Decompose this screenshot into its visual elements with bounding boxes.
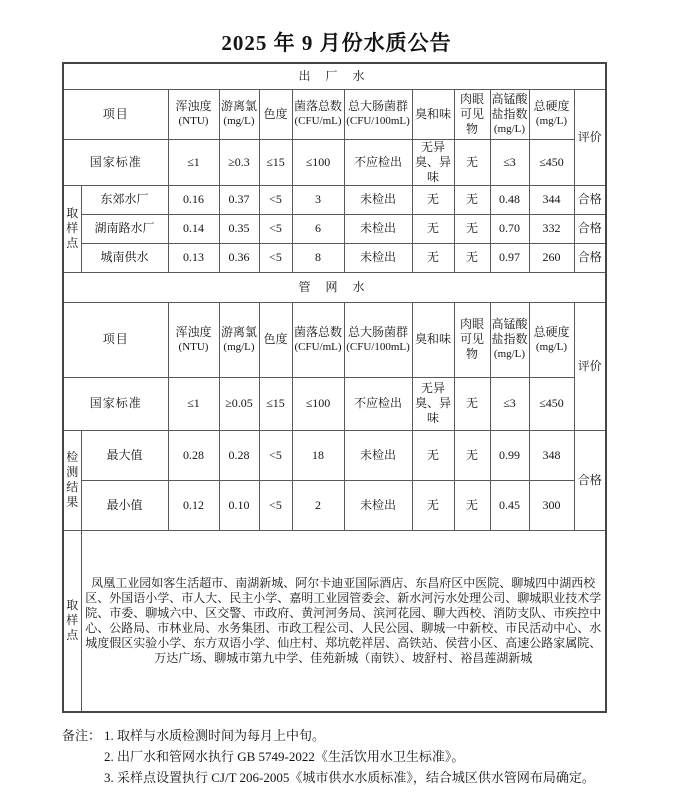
data-cell: 0.12 <box>168 480 219 530</box>
col-header-colony-count <box>292 302 344 377</box>
standard-cell: ≤3 <box>490 377 529 430</box>
col-header-text: 臭和味 <box>414 332 451 346</box>
standard-cell: ≤100 <box>292 377 344 430</box>
col-header-verdict: 评价 <box>574 89 606 185</box>
data-cell: 无 <box>454 480 490 530</box>
data-cell: 0.13 <box>168 243 219 272</box>
col-header-color <box>259 302 292 377</box>
data-cell: <5 <box>259 185 292 214</box>
row-name-cell: 最大值 <box>81 430 168 480</box>
col-header-text: 浑浊度 <box>175 99 212 113</box>
col-header-text: 高锰酸盐指数 <box>491 317 528 346</box>
data-cell: 18 <box>292 430 344 480</box>
col-header-text: 总硬度 <box>533 324 570 339</box>
notes <box>62 725 652 788</box>
col-header-turbidity <box>168 89 219 139</box>
data-cell: 0.97 <box>490 243 529 272</box>
data-cell: <5 <box>259 243 292 272</box>
col-header-hardness <box>529 302 574 377</box>
standard-cell: ≤450 <box>529 139 574 185</box>
sampling-points-label: 取样点 <box>63 530 81 712</box>
row-name-cell: 城南供水 <box>81 243 168 272</box>
data-cell: 0.45 <box>490 480 529 530</box>
data-cell: 0.16 <box>168 185 219 214</box>
col-header-unit: (mg/L) <box>223 340 255 353</box>
data-cell: 0.28 <box>219 430 259 480</box>
col-header-visible-matter <box>454 89 490 139</box>
data-cell: 344 <box>529 185 574 214</box>
notes-list <box>104 725 652 788</box>
data-cell: 0.35 <box>219 214 259 243</box>
col-header-unit: (mg/L) <box>493 122 526 135</box>
col-header-text: 总大肠菌群 <box>347 324 408 339</box>
col-header-text: 总大肠菌群 <box>347 99 408 113</box>
data-cell: 348 <box>529 430 574 480</box>
col-header-item: 项目 <box>63 89 168 139</box>
standard-cell: ≥0.3 <box>219 139 259 185</box>
standard-cell: 无异臭、异味 <box>412 377 454 430</box>
table-row <box>63 214 606 243</box>
data-cell: 无 <box>454 214 490 243</box>
col-header-unit: (NTU) <box>178 115 209 127</box>
row-name-cell: 东郊水厂 <box>81 185 168 214</box>
col-header-text: 臭和味 <box>414 106 451 121</box>
standard-cell: ≤1 <box>168 139 219 185</box>
col-header-colony-count <box>292 89 344 139</box>
national-standard-label: 国家标准 <box>63 139 168 185</box>
data-cell: 未检出 <box>344 430 412 480</box>
col-header-text: 菌落总数 <box>293 99 342 113</box>
data-cell: 0.28 <box>168 430 219 480</box>
notes-label: 备注： <box>62 728 102 743</box>
col-header-permanganate <box>490 302 529 377</box>
verdict-cell: 合格 <box>574 243 606 272</box>
col-header-text: 色度 <box>263 106 288 121</box>
data-cell: 无 <box>454 243 490 272</box>
data-cell: 0.10 <box>219 480 259 530</box>
page-title: 2025 年 9 月份水质公告 <box>221 31 452 55</box>
table-row <box>63 430 606 480</box>
col-header-odor <box>412 89 454 139</box>
col-header-turbidity <box>168 302 219 377</box>
standard-cell: 不应检出 <box>344 139 412 185</box>
data-cell: 无 <box>412 480 454 530</box>
standard-cell: 无 <box>454 377 490 430</box>
row-group-sampling-points: 取样点 <box>63 185 81 272</box>
data-cell: <5 <box>259 430 292 480</box>
standard-cell: ≤1 <box>168 377 219 430</box>
col-header-coliform <box>344 302 412 377</box>
standard-cell: ≤15 <box>259 139 292 185</box>
data-cell: <5 <box>259 214 292 243</box>
verdict-cell: 合格 <box>574 430 606 530</box>
table-row <box>63 185 606 214</box>
col-header-text: 高锰酸盐指数 <box>491 91 528 121</box>
data-cell: 无 <box>454 430 490 480</box>
standard-cell: 无 <box>454 139 490 185</box>
data-cell: 332 <box>529 214 574 243</box>
table-row <box>63 139 606 185</box>
data-cell: 6 <box>292 214 344 243</box>
data-cell: 无 <box>412 430 454 480</box>
verdict-cell: 合格 <box>574 185 606 214</box>
col-header-text: 色度 <box>263 332 288 346</box>
col-header-text: 肉眼可见物 <box>459 317 484 361</box>
standard-cell: ≤450 <box>529 377 574 430</box>
data-cell: 260 <box>529 243 574 272</box>
col-header-unit: (CFU/mL) <box>294 115 342 127</box>
row-name-cell: 湖南路水厂 <box>81 214 168 243</box>
data-cell: 无 <box>412 243 454 272</box>
section-header-network-water: 管 网 水 <box>63 272 606 302</box>
col-header-verdict: 评价 <box>574 302 606 430</box>
data-cell: 8 <box>292 243 344 272</box>
data-cell: 2 <box>292 480 344 530</box>
standard-cell: ≤100 <box>292 139 344 185</box>
col-header-text: 浑浊度 <box>175 324 212 339</box>
table-row <box>63 302 606 377</box>
col-header-unit: (CFU/100mL) <box>346 115 410 127</box>
table-row <box>63 63 606 89</box>
data-cell: 未检出 <box>344 243 412 272</box>
verdict-cell: 合格 <box>574 214 606 243</box>
data-cell: 未检出 <box>344 185 412 214</box>
col-header-hardness <box>529 89 574 139</box>
data-cell: 0.70 <box>490 214 529 243</box>
table-row <box>63 243 606 272</box>
standard-cell: ≤3 <box>490 139 529 185</box>
col-header-unit: (mg/L) <box>535 115 568 127</box>
data-cell: 未检出 <box>344 214 412 243</box>
data-cell: 0.14 <box>168 214 219 243</box>
standard-cell: 无异臭、异味 <box>412 139 454 185</box>
standard-cell: ≤15 <box>259 377 292 430</box>
data-cell: 无 <box>454 185 490 214</box>
col-header-free-chlorine <box>219 89 259 139</box>
col-header-text: 总硬度 <box>533 99 570 113</box>
standard-cell: 不应检出 <box>344 377 412 430</box>
col-header-text: 游离氯 <box>220 99 257 113</box>
data-cell: 未检出 <box>344 480 412 530</box>
note-item: 1. 取样与水质检测时间为每月上中旬。 <box>104 728 326 743</box>
col-header-coliform <box>344 89 412 139</box>
data-cell: <5 <box>259 480 292 530</box>
data-cell: 无 <box>412 185 454 214</box>
data-cell: 0.36 <box>219 243 259 272</box>
data-cell: 300 <box>529 480 574 530</box>
data-cell: 3 <box>292 185 344 214</box>
row-group-test-results: 检测结果 <box>63 430 81 530</box>
data-cell: 0.48 <box>490 185 529 214</box>
national-standard-label: 国家标准 <box>63 377 168 430</box>
section-header-factory-water: 出 厂 水 <box>63 63 606 89</box>
col-header-unit: (CFU/mL) <box>294 340 342 353</box>
table-row <box>63 272 606 302</box>
water-quality-table <box>62 62 607 713</box>
col-header-odor <box>412 302 454 377</box>
note-item: 3. 采样点设置执行 CJ/T 206-2005《城市供水水质标准》，结合城区供水管网布局确定。 <box>104 770 595 785</box>
col-header-visible-matter <box>454 302 490 377</box>
col-header-text: 游离氯 <box>220 324 257 339</box>
col-header-unit: (NTU) <box>178 340 209 353</box>
standard-cell: ≥0.05 <box>219 377 259 430</box>
table-row <box>63 480 606 530</box>
col-header-permanganate <box>490 89 529 139</box>
table-row <box>63 377 606 430</box>
col-header-unit: (mg/L) <box>535 340 568 353</box>
col-header-unit: (CFU/100mL) <box>346 340 410 353</box>
data-cell: 0.37 <box>219 185 259 214</box>
table-row <box>63 89 606 139</box>
col-header-text: 菌落总数 <box>293 324 342 339</box>
col-header-item: 项目 <box>63 302 168 377</box>
row-name-cell: 最小值 <box>81 480 168 530</box>
col-header-free-chlorine <box>219 302 259 377</box>
table-row <box>63 530 606 712</box>
sampling-points-text: 凤凰工业园如客生活超市、南湖新城、阿尔卡迪亚国际酒店、东昌府区中医院、聊城四中湖西校区、外国语小学、市人大、民主小学、嘉明工业园管委会、新水河污水处理公司、聊城职业技术学院、市委、聊城六中、区交警、市政府、黄河河务局、滨河花园、聊大西校、消防支队、市疾控中心、公路局、市林业局、水务集团、市政工程公司、人民公园、聊城一中新校、市民活动中心、水城度假区实验小学、东方双语小学、仙庄村、郑坑乾祥居、高铁站、侯营小区、高速公路家属院、万达广场、聊城市第九中学、佳苑新城（南铁）、坡舒村、裕昌莲湖新城 <box>81 530 606 712</box>
col-header-text: 肉眼可见物 <box>459 91 484 136</box>
data-cell: 无 <box>412 214 454 243</box>
col-header-color <box>259 89 292 139</box>
col-header-unit: (mg/L) <box>493 348 526 360</box>
col-header-unit: (mg/L) <box>223 115 255 127</box>
note-item: 2. 出厂水和管网水执行 GB 5749-2022《生活饮用水卫生标准》。 <box>104 749 465 764</box>
data-cell: 0.99 <box>490 430 529 480</box>
